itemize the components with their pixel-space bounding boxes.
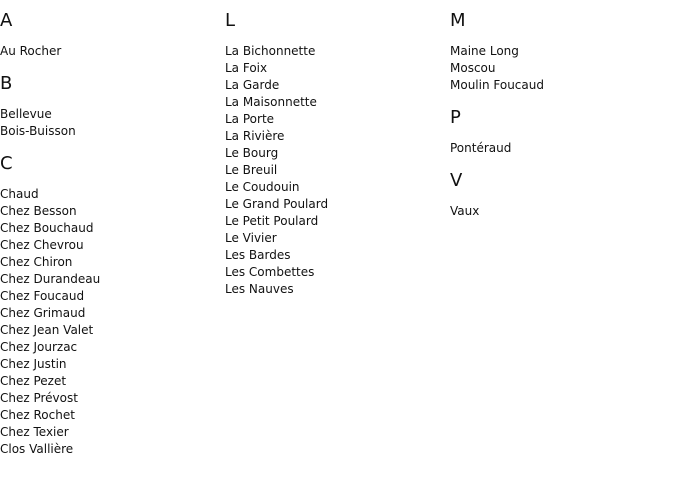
place-item[interactable]: Chez Bouchaud <box>0 221 94 235</box>
place-item[interactable]: Bellevue <box>0 107 52 121</box>
letter-heading: P <box>450 107 461 128</box>
place-list <box>450 140 670 157</box>
place-item[interactable]: Chez Jourzac <box>0 340 78 354</box>
place-item[interactable]: Au Rocher <box>0 44 62 58</box>
place-item[interactable]: Le Bourg <box>225 146 279 160</box>
place-list <box>225 43 445 298</box>
place-item[interactable]: Le Grand Poulard <box>225 197 329 211</box>
place-item[interactable]: Le Coudouin <box>225 180 300 194</box>
place-item[interactable]: Chez Chiron <box>0 255 73 269</box>
place-item[interactable]: Chez Grimaud <box>0 306 86 320</box>
letter-group-p <box>450 106 670 157</box>
place-item[interactable]: Clos Vallière <box>0 442 74 456</box>
letter-group-a <box>0 9 220 60</box>
letter-heading: A <box>0 10 13 31</box>
place-item[interactable]: La Rivière <box>225 129 285 143</box>
place-item[interactable]: Chez Justin <box>0 357 67 371</box>
place-item[interactable]: Les Bardes <box>225 248 291 262</box>
place-item[interactable]: Chez Durandeau <box>0 272 101 286</box>
place-list <box>0 186 220 458</box>
place-list <box>450 203 670 220</box>
letter-heading: L <box>225 10 236 31</box>
place-item[interactable]: Les Nauves <box>225 282 294 296</box>
place-item[interactable]: Chaud <box>0 187 39 201</box>
letter-group-l <box>225 9 445 298</box>
place-item[interactable]: Chez Chevrou <box>0 238 84 252</box>
place-item[interactable]: Chez Foucaud <box>0 289 85 303</box>
place-list <box>0 106 220 140</box>
index-column-1 <box>0 9 220 470</box>
letter-group-m <box>450 9 670 94</box>
place-item[interactable]: La Maisonnette <box>225 95 317 109</box>
place-item[interactable]: Moulin Foucaud <box>450 78 544 92</box>
place-item[interactable]: Chez Texier <box>0 425 69 439</box>
place-item[interactable]: Maine Long <box>450 44 519 58</box>
place-item[interactable]: Chez Besson <box>0 204 77 218</box>
place-item[interactable]: Le Vivier <box>225 231 277 245</box>
place-item[interactable]: Le Petit Poulard <box>225 214 319 228</box>
place-item[interactable]: La Porte <box>225 112 275 126</box>
place-item[interactable]: Chez Rochet <box>0 408 75 422</box>
place-item[interactable]: Bois-Buisson <box>0 124 76 138</box>
index-column-2 <box>225 9 445 310</box>
place-item[interactable]: La Foix <box>225 61 268 75</box>
letter-heading: M <box>450 10 466 31</box>
place-item[interactable]: Chez Jean Valet <box>0 323 94 337</box>
place-item[interactable]: La Bichonnette <box>225 44 316 58</box>
place-item[interactable]: Chez Prévost <box>0 391 78 405</box>
letter-heading: C <box>0 153 13 174</box>
place-item[interactable]: Vaux <box>450 204 480 218</box>
place-item[interactable]: Les Combettes <box>225 265 315 279</box>
letter-group-c <box>0 152 220 458</box>
letter-heading: V <box>450 170 463 191</box>
place-list <box>0 43 220 60</box>
place-item[interactable]: Moscou <box>450 61 496 75</box>
letter-group-b <box>0 72 220 140</box>
place-item[interactable]: La Garde <box>225 78 280 92</box>
letter-group-v <box>450 169 670 220</box>
letter-heading: B <box>0 73 13 94</box>
index-column-3 <box>450 9 670 232</box>
place-item[interactable]: Chez Pezet <box>0 374 67 388</box>
place-item[interactable]: Pontéraud <box>450 141 512 155</box>
place-list <box>450 43 670 94</box>
place-item[interactable]: Le Breuil <box>225 163 278 177</box>
